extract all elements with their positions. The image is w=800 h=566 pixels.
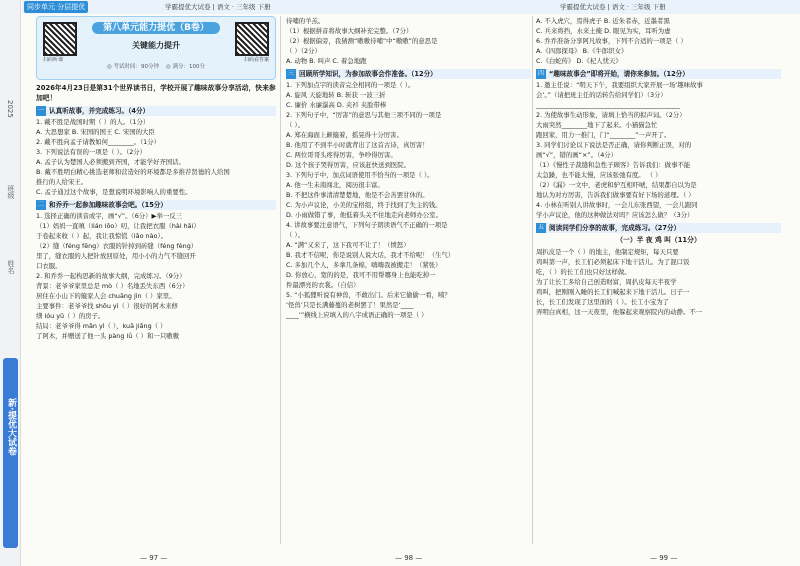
question-line: C. 为小声议论，小美的宝格组，终于找到了失主的钱。 xyxy=(286,201,442,209)
page-number-left: — 97 — xyxy=(140,554,168,562)
page-number-middle: — 98 — xyxy=(395,554,423,562)
question-line: B. 不把这件事清清楚楚地，他是不会善罢甘休的。 xyxy=(286,191,429,199)
question-line: 6. 乔乔准备分享阿凡故事，下列不合适的一项是（ ） xyxy=(536,37,687,45)
question-line: C. 孟子通过这个故事，是想说明环境影响人的重要性。 xyxy=(36,188,192,196)
section-title: 回顾所学知识，为参加故事会作准备。（12分） xyxy=(299,70,437,78)
question-line: D. 你放心，宽的的是，我可不用帮哪身上也能吃掉一 xyxy=(286,271,436,279)
binding-class-label: 班级 xyxy=(7,185,15,199)
question-line: 1. 戴不胜是战国时期（ ）的人。（1分） xyxy=(36,118,150,126)
question-line: A. 不入虎穴，焉得虎子 B. 近朱者赤，近墨者黑 xyxy=(536,17,670,25)
question-line: 1. 邀主任说：“明天下午，我要组织大家开展一场‘趣味故事 xyxy=(536,81,703,89)
question-line: 大雨突然________地下了起来。小猫猫急忙 xyxy=(536,121,658,129)
section-number: 三 xyxy=(288,70,295,77)
question-line: 2. 和乔乔一起构思新的故事大纲，完成练习。（9分） xyxy=(36,272,186,280)
question-line: C. 多加几个人，多拿几条棉，嗨嗨我被搬走！（紧张） xyxy=(286,261,442,269)
question-line: A. “满”又来了，这下我可不让了！（愤怒） xyxy=(286,241,410,249)
question-line: 会’。”（请把班主任的话转告给同学们）（3分） xyxy=(536,91,667,99)
question-line: A. 旋风 天旋地转 B. 斩获 一波三折 xyxy=(286,91,386,99)
question-line: 里了，缝衣服的人把针放回原处，用小小的力气不缝回开 xyxy=(36,252,196,260)
binding-margin xyxy=(0,0,21,566)
section-header xyxy=(536,69,781,79)
question-line: D. 这个孩子哭得厉害，应该赶快送到医院。 xyxy=(286,161,411,169)
question-line: B. 戴不胜明白精心挑选老师和营造好的环境都是多推荐贤德的人给国 xyxy=(36,168,230,176)
page-header xyxy=(22,0,800,14)
question-line: 结局：老爷爷得 mǎn yì（ ），kuā jiǎng（ ） xyxy=(36,322,167,330)
question-line: （ ）（2分） xyxy=(286,47,321,55)
question-line: 口衣服。 xyxy=(36,262,62,270)
question-line: 地认为对方厉害，告诉我们做事要有好下场的道理。（ ） xyxy=(536,191,695,199)
section-number: 一 xyxy=(38,107,45,114)
question-line: 背景：老爷爷家里总是 mò（ ）名地丢失东西（6分） xyxy=(36,282,189,290)
banner-subtitle: 关键能力提升 xyxy=(132,41,180,50)
section-number: 五 xyxy=(538,224,545,231)
question-line: A. 动物 B. 叫声 C. 着急地跑 xyxy=(286,57,367,65)
series-title-right: 学霸提优大试卷 | 语文 · 三年级 下册 xyxy=(560,3,666,11)
question-line: 3. 下列说法有误的一项是（ ）。（2分） xyxy=(36,148,147,156)
question-line: 2. 戴不胜向孟子请教如何________。（1分） xyxy=(36,138,161,146)
question-line: （1）根据拼音将故事大纲补充完整。（7分） xyxy=(286,27,413,35)
activity-intro: 2026年4月23日是第31个世界读书日，学校开展了趣味故事分享活动，快来参加吧！ xyxy=(36,84,276,102)
question-line: （2）根据偏旁，我猜测“嗷嗷待哺”中“嗷嗷”的意思是 xyxy=(286,37,438,45)
story-line: 为了让长工多给自己创造财富，周扒皮每天半夜学 xyxy=(536,278,677,286)
question-line: 件最漂亮的衣裳。（自信） xyxy=(286,281,360,289)
question-line: 5. “小狐狸听说有神兽，不敢出门。后来它偷偷一看，咦？ xyxy=(286,291,451,299)
story-line: 弄明白真相，这一天夜里，他躲起来观察院内的动静。不一 xyxy=(536,308,703,316)
question-line: （ ）。 xyxy=(286,231,305,239)
question-line: C. 兵来将挡，水来土掩 D. 眼见为实，耳听为虚 xyxy=(536,27,671,35)
question-line: 主要事件：老爷爷找 shōu yì（ ）很好的阿木来修 xyxy=(36,302,179,310)
question-line: 4. 讲故事要注意语气，下列句子朗读语气不正确的一项是 xyxy=(286,221,448,229)
question-line: B. 我才不信呢，你是说别人说大话，我才不给呢！（生气） xyxy=(286,251,455,259)
question-line: 学小声议论，他的这种做法对吗？应该怎么做？（3分） xyxy=(536,211,694,219)
column-right xyxy=(536,16,781,546)
question-line: A. 大思想家 B. 宋国的国王 C. 宋国的大臣 xyxy=(36,128,155,136)
page-number-right: — 99 — xyxy=(650,554,678,562)
question-line: （2）《漏》一文中，老虎和驴互相吓唬，结果都自以为是 xyxy=(536,181,697,189)
section-header xyxy=(36,106,276,116)
section-title: 认真听故事，并完成练习。（4分） xyxy=(49,107,150,115)
question-line: ‘怪兽’只是长满藤蔓的老树罢了！果然是‘____ xyxy=(286,301,414,309)
section-number: 四 xyxy=(538,70,545,77)
question-line: 1. 下列加点字的读音完全相同的一项是（ ）。 xyxy=(286,81,415,89)
story-line: 周扒皮是一个（ ）的地主，他制定规矩，每天只要 xyxy=(536,248,679,256)
question-line: A. 他一生未南闯北，阅历很丰富。 xyxy=(286,181,384,189)
question-line: 推行的人给宋王。 xyxy=(36,178,88,186)
question-line: 居住在小山下的簸家人会 chuāng jìn（ ）家里。 xyxy=(36,292,176,300)
column-left xyxy=(36,16,276,546)
story-line: 长，长工们发现了这里面的（ ）。长工小宝为了 xyxy=(536,298,670,306)
unit-banner xyxy=(36,16,276,80)
question-line: 了阿木，并赠送了他一头 pàng lǘ（ ）和一只嗷嗷 xyxy=(36,332,180,340)
question-line: B. 他用了不到半小时就背出了这首古诗，真厉害！ xyxy=(286,141,429,149)
question-line: A. 孟子认为楚国人必须搬到齐国，才能学好齐国话。 xyxy=(36,158,185,166)
question-line: （2）缝（féng fēng）衣服的针掉到砖缝（féng fèng） xyxy=(36,242,198,250)
column-middle xyxy=(286,16,531,546)
section-title: 和乔乔一起参加趣味故事会吧。（15分） xyxy=(49,201,167,209)
binding-name-label: 姓名 xyxy=(7,260,15,274)
story-line: 鸡叫，把刚刚入睡的长工们喊起来下地干活儿。日子一 xyxy=(536,288,690,296)
qr-code-icon[interactable] xyxy=(43,22,77,56)
binding-brand-strip xyxy=(3,358,18,548)
question-line: 1. 选择正确的读音或字，画“√”。（6分）▶举一反三 xyxy=(36,212,183,220)
banner-title: 第八单元能力提优（B卷） xyxy=(92,22,220,34)
banner-info xyxy=(67,62,245,72)
question-line: 画“√”，错的画“×”。（4分） xyxy=(536,151,618,159)
question-line: 2. 下列句子中，“厉害”的意思与其他三项不同的一项是 xyxy=(286,111,442,119)
question-line: A. 郑在海面上颠簸着，摇晃得十分厉害。 xyxy=(286,131,403,139)
question-line: C. 两位哥哥头疼得厉害，争吵得厉害。 xyxy=(286,151,397,159)
binding-brand-text: 新·提优大试卷 xyxy=(6,398,16,456)
question-line: 4. 小林在听别人讲故事时，一会儿东张西望，一会儿跟同 xyxy=(536,201,698,209)
section-header xyxy=(536,223,781,233)
section-header xyxy=(36,200,276,210)
answer-line[interactable]: _____________________________________________ xyxy=(536,101,680,109)
column-divider xyxy=(280,16,281,544)
question-line: （1）《慢性子裁缝和急性子顾客》告诉我们：做事不能 xyxy=(536,161,691,169)
exam-time: ◎ 考试时间：90分钟 xyxy=(106,64,159,70)
question-line: D. 小雨做错了事，他低着头关不住地走向老师办公室。 xyxy=(286,211,442,219)
series-title-left: 学霸提优大试卷 | 语文 · 三年级 下册 xyxy=(165,3,271,11)
question-line: C.《白蛇传》 D.《杞人忧天》 xyxy=(536,57,622,65)
qr-label-left: 扫码听课 xyxy=(43,57,64,63)
story-line: 鸡叫第一声，长工们必须起床下地干活儿。为了混口饭 xyxy=(536,258,690,266)
question-line: A.《四郎探母》 B.《牛郎织女》 xyxy=(536,47,628,55)
question-line: 于卷起来收（ ）起，我让我惊慌（lǎo nào）。 xyxy=(36,232,167,240)
section-title: “趣味故事会”即将开始，请你来参加。（12分） xyxy=(549,70,689,78)
story-line: 吃，（ ）的长工们也只好这样做。 xyxy=(536,268,631,276)
question-line: 跑回家，用力一推门，门“________”一声开了。 xyxy=(536,131,671,139)
question-line: （1）妈妈一直嗔（lián lǒo）叨，让我把衣服（hài hǎi） xyxy=(36,222,200,230)
column-divider xyxy=(532,16,533,544)
question-line: 3. 下列句子中，加点词语使用不恰当的一项是（ ）。 xyxy=(286,171,434,179)
question-line: 缮 lóu yǔ（ ）的房子。 xyxy=(36,312,105,320)
binding-code: 2025 xyxy=(6,100,14,118)
question-line: C. 廉价 水廉瀑高 D. 夹衫 夹脸带棒 xyxy=(286,101,387,109)
section-title: 阅读同学们分享的故事，完成练习。（27分） xyxy=(549,224,681,232)
unit-tag: 同步单元 分层提优 xyxy=(24,1,88,13)
exam-score: ◎ 满分：100分 xyxy=(166,64,206,70)
section-header xyxy=(286,69,531,79)
question-line: 待哺的羊羔。 xyxy=(286,17,325,25)
section-number: 二 xyxy=(38,201,45,208)
qr-code-icon[interactable] xyxy=(235,22,269,56)
question-line: 3. 同学们讨论以下说法是否正确，请你判断正误，对的 xyxy=(536,141,692,149)
question-line: 2. 为使故事生动形象，请填上恰当的拟声词。（2分） xyxy=(536,111,686,119)
question-line: （ ）。 xyxy=(286,121,305,129)
question-line: 太急躁，也不能太慢，应该张弛有度。 （ ） xyxy=(536,171,662,179)
story-title: （一）半 夜 鸡 叫（11分） xyxy=(616,236,701,244)
question-line: ____’”横线上应填入的八字成语正确的一项是（ ） xyxy=(286,311,428,319)
qr-label-right: 扫码看答案 xyxy=(243,57,269,63)
